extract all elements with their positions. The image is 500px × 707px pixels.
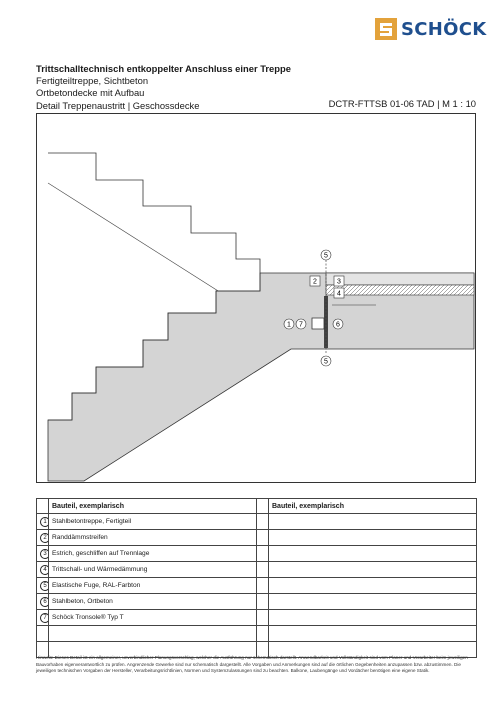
subtitle-line-1: Fertigteiltreppe, Sichtbeton <box>36 75 149 87</box>
legend-empty-cell <box>257 626 269 642</box>
legend-text: Randdämmstreifen <box>49 530 257 546</box>
legend-number: 7 <box>40 613 49 623</box>
legend-row <box>37 546 477 562</box>
legend-row <box>37 530 477 546</box>
legend-num-cell <box>37 562 49 578</box>
screed-layer <box>326 273 474 285</box>
legend-number: 6 <box>40 597 49 607</box>
legend-header-left: Bauteil, exemplarisch <box>49 499 257 514</box>
legend-row <box>37 514 477 530</box>
legend-row <box>37 562 477 578</box>
legend-num-cell <box>37 578 49 594</box>
legend-empty-cell <box>257 530 269 546</box>
legend-text: Stahlbeton, Ortbeton <box>49 594 257 610</box>
subtitle-line-2: Ortbetondecke mit Aufbau <box>36 87 145 99</box>
marker-6 <box>333 319 343 329</box>
marker-2 <box>310 276 320 286</box>
marker-1-label: 1 <box>287 321 291 329</box>
marker-3-label: 3 <box>337 278 341 286</box>
footnote: Hinweis: Dieses Detail ist ein allgemeiner, unverbindlicher Planungsvorschlag, welcher die Ausführung nur schematisch darstellt. Anwendbarkeit und Vollständigkeit sind vom Planer und Verarbeiter beim jeweiligen Bauvorhaben eigenverantwortlich zu prüfen. Angrenzende Gewerke sind nur schematisch dargestellt. Alle Vorgaben und Anmerkungen sind auf die örtlichen Gegebenheiten anzupassen bzw. abzustimmen. Die jeweiligen technischen Vorgaben der Hersteller, Verarbeitungsrichtlinien, Normen und Systemzulassungen sind zu beachten. Balkone, Laubengänge und Vordächer benötigen eine eigene Statik. <box>36 655 468 674</box>
marker-5-bottom <box>321 356 331 366</box>
tronsole-bearing <box>312 318 324 329</box>
legend-num-cell <box>37 594 49 610</box>
marker-5-top-label: 5 <box>324 252 328 260</box>
schoeck-logo <box>375 18 487 40</box>
marker-5-bottom-label: 5 <box>324 358 328 366</box>
legend-text: Estrich, geschliffen auf Trennlage <box>49 546 257 562</box>
legend-text <box>49 626 257 642</box>
legend-row <box>37 610 477 626</box>
legend-header-row <box>37 499 477 514</box>
legend-empty-cell <box>269 562 477 578</box>
marker-1 <box>284 319 294 329</box>
legend-header-num-left <box>37 499 49 514</box>
concrete-section <box>48 273 474 481</box>
legend-empty-cell <box>257 610 269 626</box>
legend-number: 4 <box>40 565 49 575</box>
marker-4-label: 4 <box>337 290 341 298</box>
legend-empty-cell <box>269 530 477 546</box>
legend-number: 1 <box>40 517 49 527</box>
legend-num-cell <box>37 626 49 642</box>
legend-empty-cell <box>269 514 477 530</box>
legend-header-right: Bauteil, exemplarisch <box>269 499 477 514</box>
legend-number: 2 <box>40 533 49 543</box>
schoeck-logo-mark-icon <box>375 18 397 40</box>
legend-number: 5 <box>40 581 49 591</box>
legend-row <box>37 594 477 610</box>
legend-number: 3 <box>40 549 49 559</box>
legend-empty-cell <box>269 594 477 610</box>
legend-num-cell <box>37 530 49 546</box>
drawing-code: DCTR-FTTSB 01-06 TAD | M 1 : 10 <box>328 98 476 109</box>
marker-2-label: 2 <box>313 278 317 286</box>
marker-4 <box>334 288 344 298</box>
legend-empty-cell <box>269 610 477 626</box>
legend-num-cell <box>37 546 49 562</box>
legend-text: Schöck Tronsole® Typ T <box>49 610 257 626</box>
marker-6-label: 6 <box>336 321 340 329</box>
legend-text: Elastische Fuge, RAL-Farbton <box>49 578 257 594</box>
insulation-layer <box>326 285 474 295</box>
legend-table <box>36 498 477 658</box>
legend-empty-cell <box>269 578 477 594</box>
marker-7-label: 7 <box>299 321 303 329</box>
legend-row-empty <box>37 626 477 642</box>
legend-empty-cell <box>257 594 269 610</box>
legend-empty-cell <box>257 562 269 578</box>
legend-empty-cell <box>269 546 477 562</box>
legend-text: Trittschall- und Wärmedämmung <box>49 562 257 578</box>
detail-drawing <box>36 113 476 483</box>
page-title: Trittschalltechnisch entkoppelter Anschluss einer Treppe <box>36 63 291 74</box>
legend-empty-cell <box>257 514 269 530</box>
legend-empty-cell <box>257 546 269 562</box>
marker-7 <box>296 319 306 329</box>
stair-outline-upper <box>48 153 260 273</box>
legend-header-num-right <box>257 499 269 514</box>
marker-5-top <box>321 250 331 260</box>
legend-row <box>37 578 477 594</box>
brand-name: SCHÖCK <box>401 19 487 40</box>
marker-3 <box>334 276 344 286</box>
legend-empty-cell <box>269 626 477 642</box>
legend-num-cell <box>37 610 49 626</box>
legend-text: Stahlbetontreppe, Fertigteil <box>49 514 257 530</box>
legend-empty-cell <box>257 578 269 594</box>
legend-num-cell <box>37 514 49 530</box>
subtitle-line-3: Detail Treppenaustritt | Geschossdecke <box>36 99 200 111</box>
